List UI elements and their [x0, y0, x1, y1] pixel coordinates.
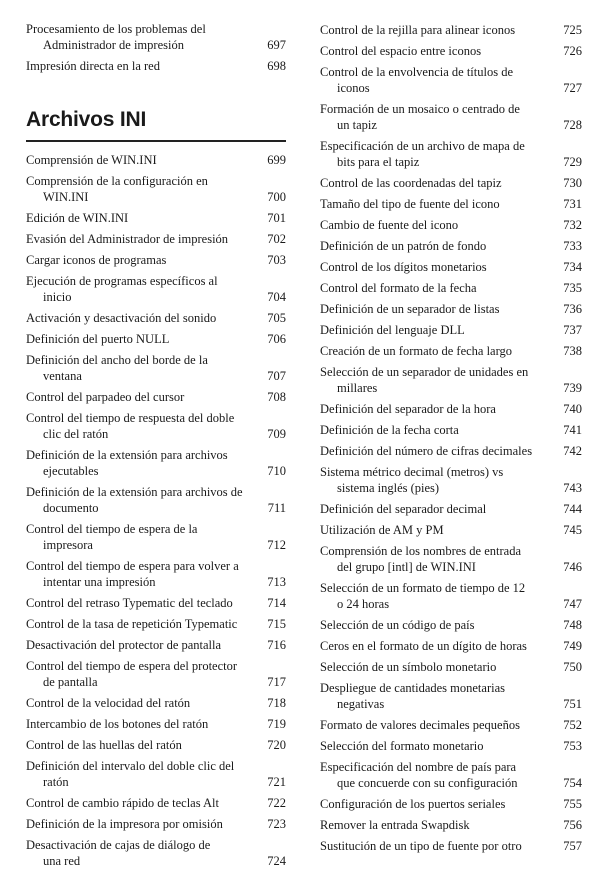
entry-title-line: clic del ratón	[43, 427, 109, 441]
entry-page-number: 743	[563, 481, 582, 495]
entry-page-number: 711	[267, 501, 286, 515]
entry-title-line: Control del retraso Typematic del teclado	[26, 596, 233, 610]
entry-title-line: Control del parpadeo del cursor	[26, 390, 185, 404]
index-entry	[26, 695, 286, 711]
entry-title	[320, 617, 548, 633]
entry-page-number: 704	[267, 290, 286, 304]
entry-title	[26, 816, 252, 832]
entry-title	[320, 638, 548, 654]
entry-page-number: 723	[267, 817, 286, 831]
entry-title-line: Intercambio de los botones del ratón	[26, 717, 209, 731]
index-entry	[26, 252, 286, 268]
entry-title	[26, 658, 252, 690]
entry-title	[26, 310, 252, 326]
index-entry	[320, 464, 582, 496]
index-entry	[26, 173, 286, 205]
entry-title	[26, 352, 252, 384]
index-entry	[320, 659, 582, 675]
index-entry	[26, 595, 286, 611]
entry-title	[320, 43, 548, 59]
entry-title	[26, 331, 252, 347]
entry-title-line: ratón	[43, 775, 69, 789]
entry-title-line: Impresión directa en la red	[26, 59, 160, 73]
index-entry	[320, 817, 582, 833]
entry-title-line: Ceros en el formato de un dígito de horas	[320, 639, 527, 653]
index-entry	[26, 758, 286, 790]
entry-title	[320, 259, 548, 275]
entry-title-line: Comprensión de WIN.INI	[26, 153, 157, 167]
index-entry	[26, 558, 286, 590]
entry-page-number: 730	[563, 176, 582, 190]
index-entry	[26, 210, 286, 226]
entry-page-number: 752	[563, 718, 582, 732]
entry-title-line: iconos	[337, 81, 370, 95]
entry-title	[26, 410, 252, 442]
entry-title	[26, 616, 252, 632]
entry-title	[320, 322, 548, 338]
entry-title-line: Definición del intervalo del doble clic del	[26, 759, 235, 773]
entry-title-line: intentar una impresión	[43, 575, 156, 589]
entry-title-line: Tamaño del tipo de fuente del icono	[320, 197, 500, 211]
index-entry	[320, 175, 582, 191]
entry-page-number: 739	[563, 381, 582, 395]
entry-title	[26, 695, 252, 711]
entry-page-number: 718	[267, 696, 286, 710]
entry-page-number: 707	[267, 369, 286, 383]
entry-title	[26, 637, 252, 653]
entry-page-number: 699	[267, 153, 286, 167]
entry-title-line: WIN.INI	[43, 190, 89, 204]
entry-title	[320, 343, 548, 359]
entry-title-line: Procesamiento de los problemas del	[26, 22, 206, 36]
index-list-previous-section	[26, 21, 286, 79]
index-list-right	[320, 22, 582, 859]
entry-title	[26, 558, 252, 590]
entry-page-number: 734	[563, 260, 582, 274]
entry-page-number: 745	[563, 523, 582, 537]
entry-page-number: 698	[267, 59, 286, 73]
entry-page-number: 755	[563, 797, 582, 811]
entry-title	[26, 21, 252, 53]
entry-page-number: 714	[267, 596, 286, 610]
entry-page-number: 737	[563, 323, 582, 337]
entry-title-line: negativas	[337, 697, 385, 711]
entry-title-line: Control del formato de la fecha	[320, 281, 477, 295]
index-entry	[26, 658, 286, 690]
index-entry	[320, 301, 582, 317]
index-entry	[320, 217, 582, 233]
entry-title	[320, 64, 548, 96]
entry-page-number: 720	[267, 738, 286, 752]
entry-title-line: Remover la entrada Swapdisk	[320, 818, 470, 832]
entry-page-number: 709	[267, 427, 286, 441]
entry-title-line: Especificación de un archivo de mapa de	[320, 139, 525, 153]
entry-title	[26, 595, 252, 611]
entry-title-line: Control de los dígitos monetarios	[320, 260, 487, 274]
entry-title	[320, 138, 548, 170]
entry-page-number: 740	[563, 402, 582, 416]
entry-page-number: 731	[563, 197, 582, 211]
entry-page-number: 715	[267, 617, 286, 631]
entry-title	[320, 301, 548, 317]
entry-page-number: 708	[267, 390, 286, 404]
index-entry	[26, 716, 286, 732]
index-entry	[26, 616, 286, 632]
entry-page-number: 706	[267, 332, 286, 346]
entry-page-number: 738	[563, 344, 582, 358]
entry-title-line: Control de las coordenadas del tapiz	[320, 176, 502, 190]
index-entry	[320, 22, 582, 38]
entry-title	[26, 484, 252, 516]
entry-page-number: 736	[563, 302, 582, 316]
entry-title-line: Evasión del Administrador de impresión	[26, 232, 229, 246]
entry-title	[320, 175, 548, 191]
entry-page-number: 710	[267, 464, 286, 478]
entry-title-line: impresora	[43, 538, 93, 552]
entry-title-line: millares	[337, 381, 378, 395]
index-entry	[26, 152, 286, 168]
index-entry	[320, 443, 582, 459]
index-list-left	[26, 152, 286, 874]
entry-title-line: Formato de valores decimales pequeños	[320, 718, 520, 732]
entry-title	[320, 101, 548, 133]
index-entry	[320, 64, 582, 96]
entry-title-line: Definición del separador de la hora	[320, 402, 496, 416]
entry-title-line: Utilización de AM y PM	[320, 523, 444, 537]
entry-title-line: Definición de la extensión para archivos de	[26, 485, 243, 499]
index-entry	[320, 796, 582, 812]
index-entry	[26, 231, 286, 247]
entry-title	[26, 210, 252, 226]
entry-page-number: 705	[267, 311, 286, 325]
entry-title	[26, 795, 252, 811]
entry-title-line: Control de la velocidad del ratón	[26, 696, 191, 710]
entry-title-line: Definición del ancho del borde de la	[26, 353, 208, 367]
entry-page-number: 721	[267, 775, 286, 789]
entry-title-line: Comprensión de los nombres de entrada	[320, 544, 521, 558]
index-entry	[320, 101, 582, 133]
entry-title-line: Administrador de impresión	[43, 38, 184, 52]
entry-page-number: 719	[267, 717, 286, 731]
index-entry	[26, 58, 286, 74]
entry-page-number: 733	[563, 239, 582, 253]
index-entry	[320, 580, 582, 612]
entry-title-line: Cargar iconos de programas	[26, 253, 167, 267]
entry-page-number: 735	[563, 281, 582, 295]
entry-page-number: 742	[563, 444, 582, 458]
entry-title-line: Control del tiempo de respuesta del doble	[26, 411, 235, 425]
entry-title	[320, 543, 548, 575]
entry-page-number: 722	[267, 796, 286, 810]
entry-page-number: 746	[563, 560, 582, 574]
index-entry	[320, 738, 582, 754]
entry-title	[320, 217, 548, 233]
index-entry	[320, 543, 582, 575]
entry-title-line: Formación de un mosaico o centrado de	[320, 102, 520, 116]
entry-title-line: Especificación del nombre de país para	[320, 760, 517, 774]
index-entry	[320, 196, 582, 212]
entry-page-number: 703	[267, 253, 286, 267]
index-entry	[26, 331, 286, 347]
entry-page-number: 701	[267, 211, 286, 225]
index-entry	[320, 638, 582, 654]
entry-title-line: Selección del formato monetario	[320, 739, 484, 753]
index-entry	[26, 273, 286, 305]
index-entry	[26, 389, 286, 405]
entry-title-line: ejecutables	[43, 464, 99, 478]
index-entry	[320, 759, 582, 791]
entry-title-line: Control de las huellas del ratón	[26, 738, 182, 752]
entry-title-line: o 24 horas	[337, 597, 390, 611]
entry-title	[320, 422, 548, 438]
entry-title-line: Definición del separador decimal	[320, 502, 487, 516]
index-entry	[320, 138, 582, 170]
index-entry	[320, 343, 582, 359]
entry-title-line: Definición del número de cifras decimales	[320, 444, 533, 458]
entry-title	[26, 58, 252, 74]
entry-title-line: Creación de un formato de fecha largo	[320, 344, 513, 358]
entry-page-number: 753	[563, 739, 582, 753]
entry-title-line: Definición del lenguaje DLL	[320, 323, 465, 337]
entry-title-line: Control del tiempo de espera para volver a	[26, 559, 239, 573]
entry-title-line: Definición de un separador de listas	[320, 302, 500, 316]
entry-page-number: 712	[267, 538, 286, 552]
entry-title	[320, 238, 548, 254]
entry-title	[320, 522, 548, 538]
index-entry	[320, 364, 582, 396]
entry-page-number: 713	[267, 575, 286, 589]
entry-title-line: Activación y desactivación del sonido	[26, 311, 217, 325]
entry-title-line: Edición de WIN.INI	[26, 211, 129, 225]
entry-title	[26, 737, 252, 753]
index-entry	[26, 737, 286, 753]
index-entry	[26, 521, 286, 553]
entry-title	[320, 501, 548, 517]
entry-title-line: Sistema métrico decimal (metros) vs	[320, 465, 504, 479]
entry-title-line: un tapiz	[337, 118, 377, 132]
entry-page-number: 725	[563, 23, 582, 37]
index-entry	[320, 43, 582, 59]
entry-page-number: 741	[563, 423, 582, 437]
entry-title-line: Control del tiempo de espera del protector	[26, 659, 238, 673]
entry-title-line: Control de la tasa de repetición Typematic	[26, 617, 238, 631]
entry-title	[320, 464, 548, 496]
entry-title	[26, 173, 252, 205]
entry-title-line: una red	[43, 854, 81, 868]
index-entry	[26, 484, 286, 516]
entry-title-line: Definición del puerto NULL	[26, 332, 170, 346]
index-entry	[26, 795, 286, 811]
entry-title	[26, 152, 252, 168]
entry-page-number: 697	[267, 38, 286, 52]
index-entry	[26, 352, 286, 384]
entry-title	[320, 838, 548, 854]
entry-page-number: 724	[267, 854, 286, 868]
entry-title	[320, 796, 548, 812]
entry-title-line: Sustitución de un tipo de fuente por otro	[320, 839, 522, 853]
index-entry	[320, 838, 582, 854]
entry-title-line: bits para el tapiz	[337, 155, 420, 169]
index-entry	[320, 422, 582, 438]
index-entry	[320, 617, 582, 633]
entry-title	[26, 273, 252, 305]
entry-title-line: Cambio de fuente del icono	[320, 218, 459, 232]
index-entry	[320, 680, 582, 712]
entry-page-number: 754	[563, 776, 582, 790]
entry-title-line: ventana	[43, 369, 82, 383]
entry-title-line: Control de la envolvencia de títulos de	[320, 65, 514, 79]
entry-title-line: Control del tiempo de espera de la	[26, 522, 198, 536]
entry-title-line: Definición de un patrón de fondo	[320, 239, 487, 253]
entry-page-number: 749	[563, 639, 582, 653]
entry-title-line: Selección de un símbolo monetario	[320, 660, 497, 674]
index-entry	[320, 522, 582, 538]
entry-title-line: Definición de la fecha corta	[320, 423, 459, 437]
entry-title-line: documento	[43, 501, 99, 515]
entry-title-line: Desactivación de cajas de diálogo de	[26, 838, 211, 852]
entry-page-number: 702	[267, 232, 286, 246]
entry-page-number: 748	[563, 618, 582, 632]
entry-title	[26, 231, 252, 247]
entry-title-line: Selección de un formato de tiempo de 12	[320, 581, 526, 595]
entry-title-line: Ejecución de programas específicos al	[26, 274, 218, 288]
entry-page-number: 716	[267, 638, 286, 652]
index-entry	[26, 310, 286, 326]
entry-page-number: 757	[563, 839, 582, 853]
entry-title	[320, 443, 548, 459]
entry-page-number: 732	[563, 218, 582, 232]
entry-title-line: Control de la rejilla para alinear iconos	[320, 23, 516, 37]
entry-title	[320, 280, 548, 296]
entry-title-line: Definición de la extensión para archivos	[26, 448, 228, 462]
entry-title	[320, 580, 548, 612]
entry-title-line: inicio	[43, 290, 72, 304]
entry-title	[320, 717, 548, 733]
index-entry	[320, 717, 582, 733]
entry-title	[320, 817, 548, 833]
entry-title	[26, 389, 252, 405]
entry-page-number: 751	[563, 697, 582, 711]
entry-page-number: 750	[563, 660, 582, 674]
heading-rule	[26, 140, 286, 142]
entry-title-line: de pantalla	[43, 675, 98, 689]
entry-title-line: que concuerde con su configuración	[337, 776, 518, 790]
index-entry	[26, 21, 286, 53]
entry-title	[320, 759, 548, 791]
entry-title	[320, 659, 548, 675]
entry-title-line: Selección de un código de país	[320, 618, 475, 632]
entry-title	[26, 447, 252, 479]
entry-title-line: sistema inglés (pies)	[337, 481, 440, 495]
entry-page-number: 744	[563, 502, 582, 516]
entry-title-line: Selección de un separador de unidades en	[320, 365, 529, 379]
index-entry	[26, 837, 286, 869]
entry-title	[320, 22, 548, 38]
index-entry	[26, 410, 286, 442]
entry-title	[320, 738, 548, 754]
entry-page-number: 728	[563, 118, 582, 132]
entry-title-line: Control del espacio entre iconos	[320, 44, 482, 58]
entry-title	[320, 401, 548, 417]
index-entry	[320, 501, 582, 517]
index-entry	[320, 238, 582, 254]
entry-title-line: Comprensión de la configuración en	[26, 174, 208, 188]
entry-title	[26, 252, 252, 268]
entry-title	[320, 196, 548, 212]
index-entry	[320, 322, 582, 338]
entry-title	[26, 837, 252, 869]
index-entry	[26, 637, 286, 653]
entry-page-number: 700	[267, 190, 286, 204]
entry-title	[26, 521, 252, 553]
entry-page-number: 747	[563, 597, 582, 611]
entry-title	[26, 716, 252, 732]
entry-title	[320, 364, 548, 396]
entry-title-line: Desactivación del protector de pantalla	[26, 638, 222, 652]
entry-title-line: Configuración de los puertos seriales	[320, 797, 506, 811]
entry-page-number: 726	[563, 44, 582, 58]
index-entry	[320, 401, 582, 417]
index-entry	[26, 816, 286, 832]
entry-page-number: 717	[267, 675, 286, 689]
entry-title-line: Definición de la impresora por omisión	[26, 817, 223, 831]
entry-title	[320, 680, 548, 712]
entry-page-number: 756	[563, 818, 582, 832]
section-heading: Archivos INI	[26, 108, 147, 131]
index-entry	[26, 447, 286, 479]
index-entry	[320, 259, 582, 275]
entry-title-line: del grupo [intl] de WIN.INI	[337, 560, 476, 574]
entry-title-line: Despliegue de cantidades monetarias	[320, 681, 505, 695]
entry-title	[26, 758, 252, 790]
index-entry	[320, 280, 582, 296]
entry-title-line: Control de cambio rápido de teclas Alt	[26, 796, 220, 810]
entry-page-number: 729	[563, 155, 582, 169]
entry-page-number: 727	[563, 81, 582, 95]
